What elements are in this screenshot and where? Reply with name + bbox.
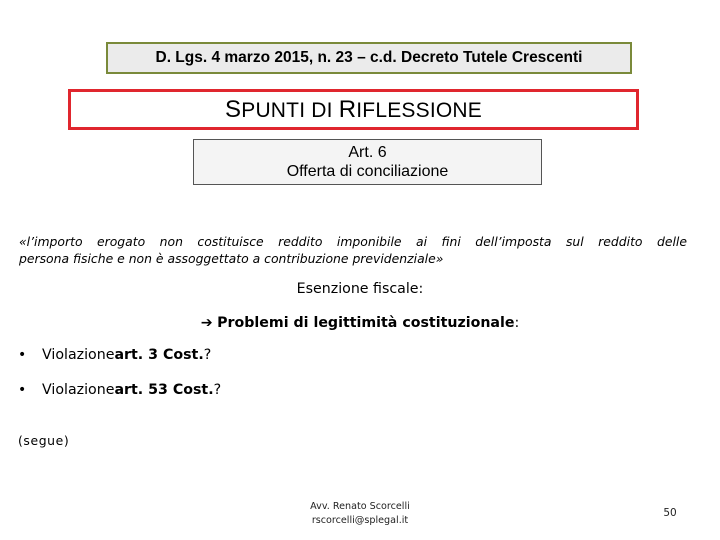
exemption-heading: Esenzione fiscale: <box>296 281 424 297</box>
quote-line-2: persona fisiche e non è assoggettato a contribuzione previdenziale» <box>19 251 444 266</box>
footer <box>280 500 440 528</box>
problems-label: Problemi di legittimità costituzionale <box>217 315 515 331</box>
bullet-ref: art. 53 Cost. <box>114 382 214 398</box>
arrow-right-icon: ➔ <box>200 315 213 331</box>
article-number: Art. 6 <box>348 144 387 161</box>
bullet-icon: • <box>18 347 27 363</box>
article-box <box>193 139 542 185</box>
bullet-item: • Violazione art. 53 Cost. ? <box>18 382 222 398</box>
article-subject: Offerta di conciliazione <box>286 163 449 180</box>
exemption-label: Esenzione fiscale <box>296 281 419 297</box>
page-number: 50 <box>663 507 677 519</box>
title-box <box>68 89 639 130</box>
bullet-ref: art. 3 Cost. <box>114 347 204 363</box>
footer-author: Avv. Renato Scorcelli <box>310 501 410 512</box>
problems-heading: ➔ Problemi di legittimità costituzionale: <box>200 315 520 331</box>
footer-email: rscorcelli@splegal.it <box>311 515 409 526</box>
header-text: D. Lgs. 4 marzo 2015, n. 23 – c.d. Decreto Tutele Crescenti <box>155 49 583 66</box>
quote-line-1: «l’importo erogato non costituisce reddito imponibile ai fini dell’imposta sul reddito delle <box>19 234 687 249</box>
slide-title: SPUNTI DI RIFLESSIONE <box>225 95 482 123</box>
bullet-item: • Violazione art. 3 Cost. ? <box>18 347 212 363</box>
header-box <box>106 42 632 74</box>
quote-text <box>19 233 687 267</box>
segue-note: (segue) <box>18 433 70 448</box>
bullet-icon: • <box>18 382 27 398</box>
